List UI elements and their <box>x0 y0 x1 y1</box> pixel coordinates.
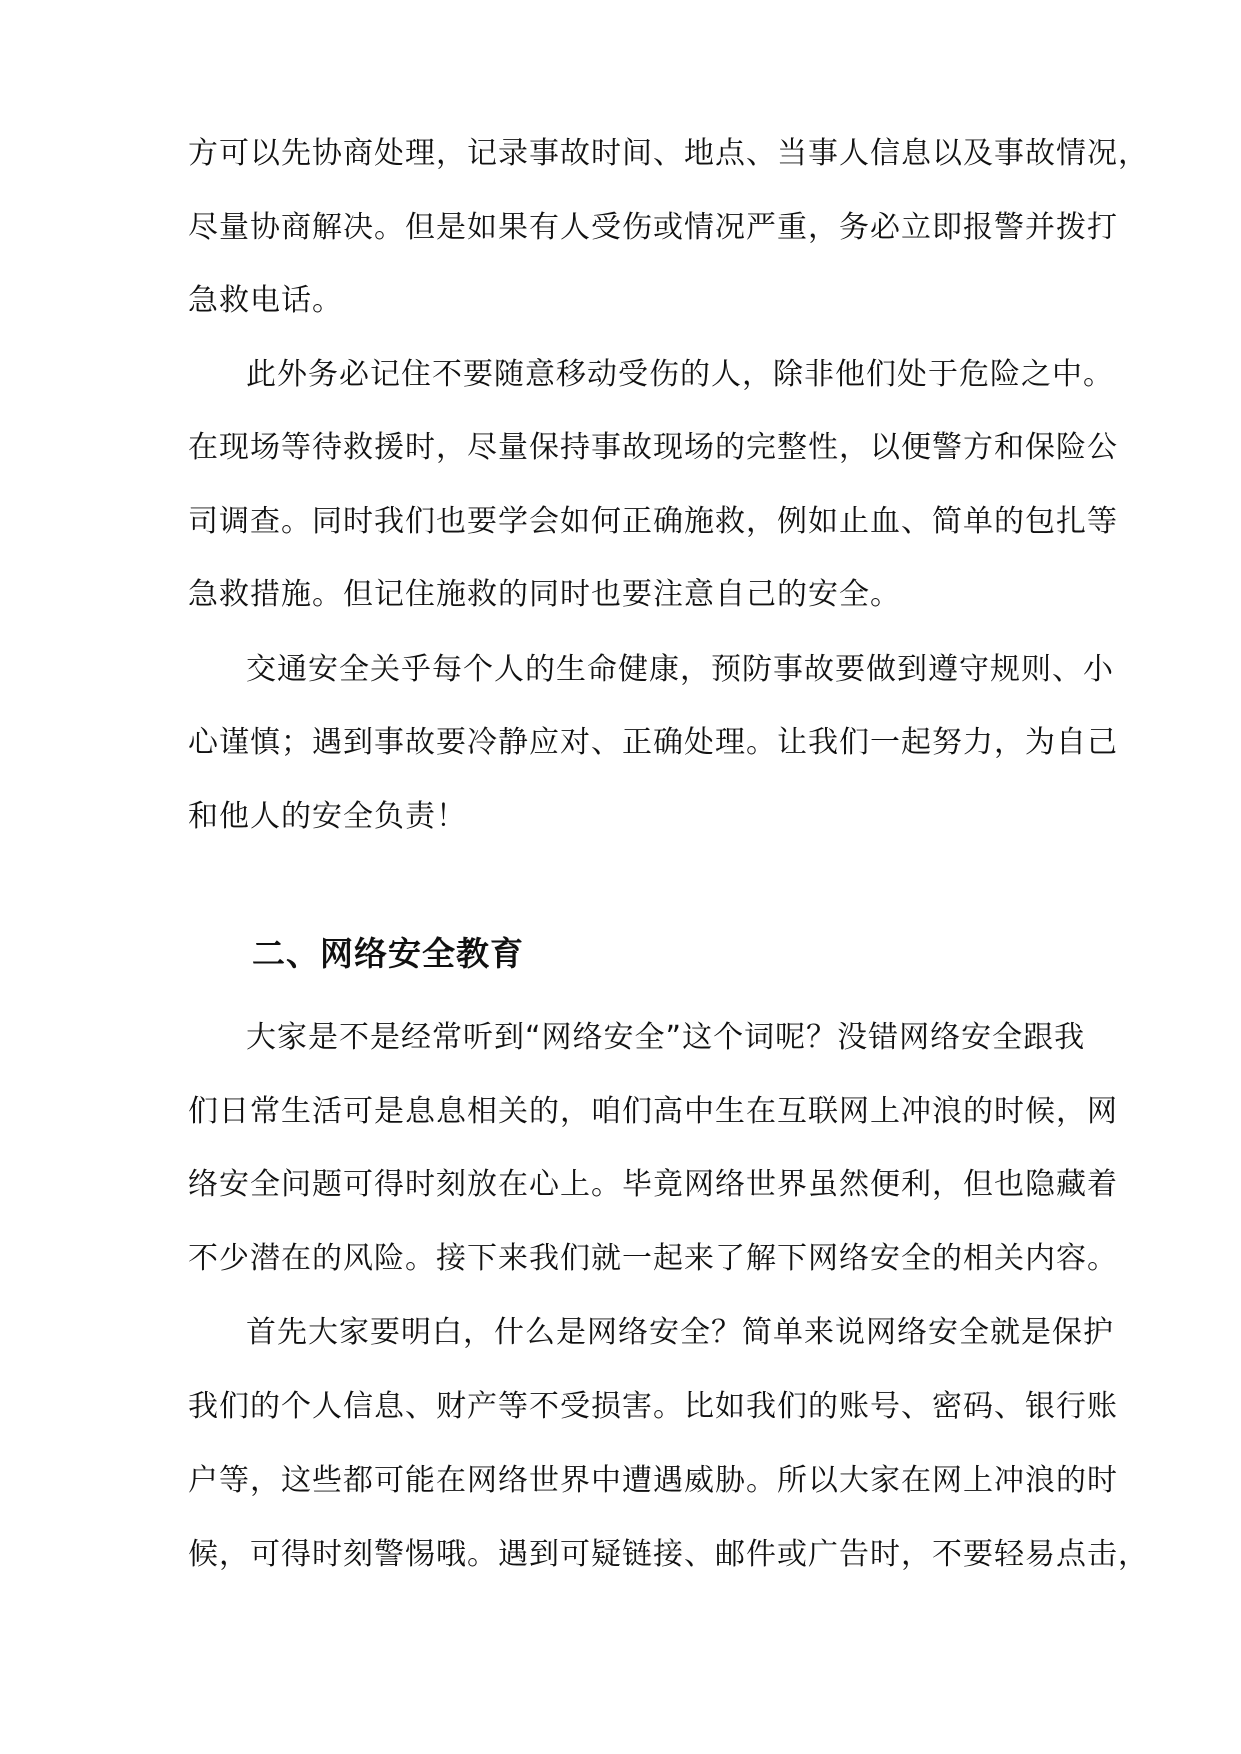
paragraph-line: 我们的个人信息、财产等不受损害。比如我们的账号、密码、银行账 <box>188 1389 1118 1424</box>
paragraph-line: 心谨慎；遇到事故要冷静应对、正确处理。让我们一起努力，为自己 <box>188 725 1118 760</box>
paragraph-line: 户等，这些都可能在网络世界中遭遇威胁。所以大家在网上冲浪的时 <box>188 1463 1118 1498</box>
paragraph-line: 和他人的安全负责！ <box>188 799 467 834</box>
paragraph-line: 急救电话。 <box>188 283 343 318</box>
paragraph-line: 首先大家要明白，什么是网络安全？简单来说网络安全就是保护 <box>246 1315 1114 1350</box>
paragraph-line: 候，可得时刻警惕哦。遇到可疑链接、邮件或广告时，不要轻易点击， <box>188 1537 1149 1572</box>
paragraph-line: 络安全问题可得时刻放在心上。毕竟网络世界虽然便利，但也隐藏着 <box>188 1167 1118 1202</box>
paragraph-line: 在现场等待救援时，尽量保持事故现场的完整性，以便警方和保险公 <box>188 430 1118 465</box>
paragraph-line: 们日常生活可是息息相关的，咱们高中生在互联网上冲浪的时候，网 <box>188 1094 1118 1129</box>
paragraph-line: 交通安全关乎每个人的生命健康，预防事故要做到遵守规则、小 <box>246 652 1114 687</box>
paragraph-line: 方可以先协商处理，记录事故时间、地点、当事人信息以及事故情况， <box>188 136 1149 171</box>
section-heading: 二、网络安全教育 <box>252 934 524 973</box>
paragraph-line: 司调查。同时我们也要学会如何正确施救，例如止血、简单的包扎等 <box>188 504 1118 539</box>
paragraph-line: 大家是不是经常听到“网络安全”这个词呢？没错网络安全跟我 <box>246 1020 1086 1055</box>
paragraph-line: 不少潜在的风险。接下来我们就一起来了解下网络安全的相关内容。 <box>188 1241 1118 1276</box>
paragraph-line: 急救措施。但记住施救的同时也要注意自己的安全。 <box>188 577 901 612</box>
paragraph-line: 尽量协商解决。但是如果有人受伤或情况严重，务必立即报警并拨打 <box>188 210 1118 245</box>
paragraph-line: 此外务必记住不要随意移动受伤的人，除非他们处于危险之中。 <box>246 357 1114 392</box>
